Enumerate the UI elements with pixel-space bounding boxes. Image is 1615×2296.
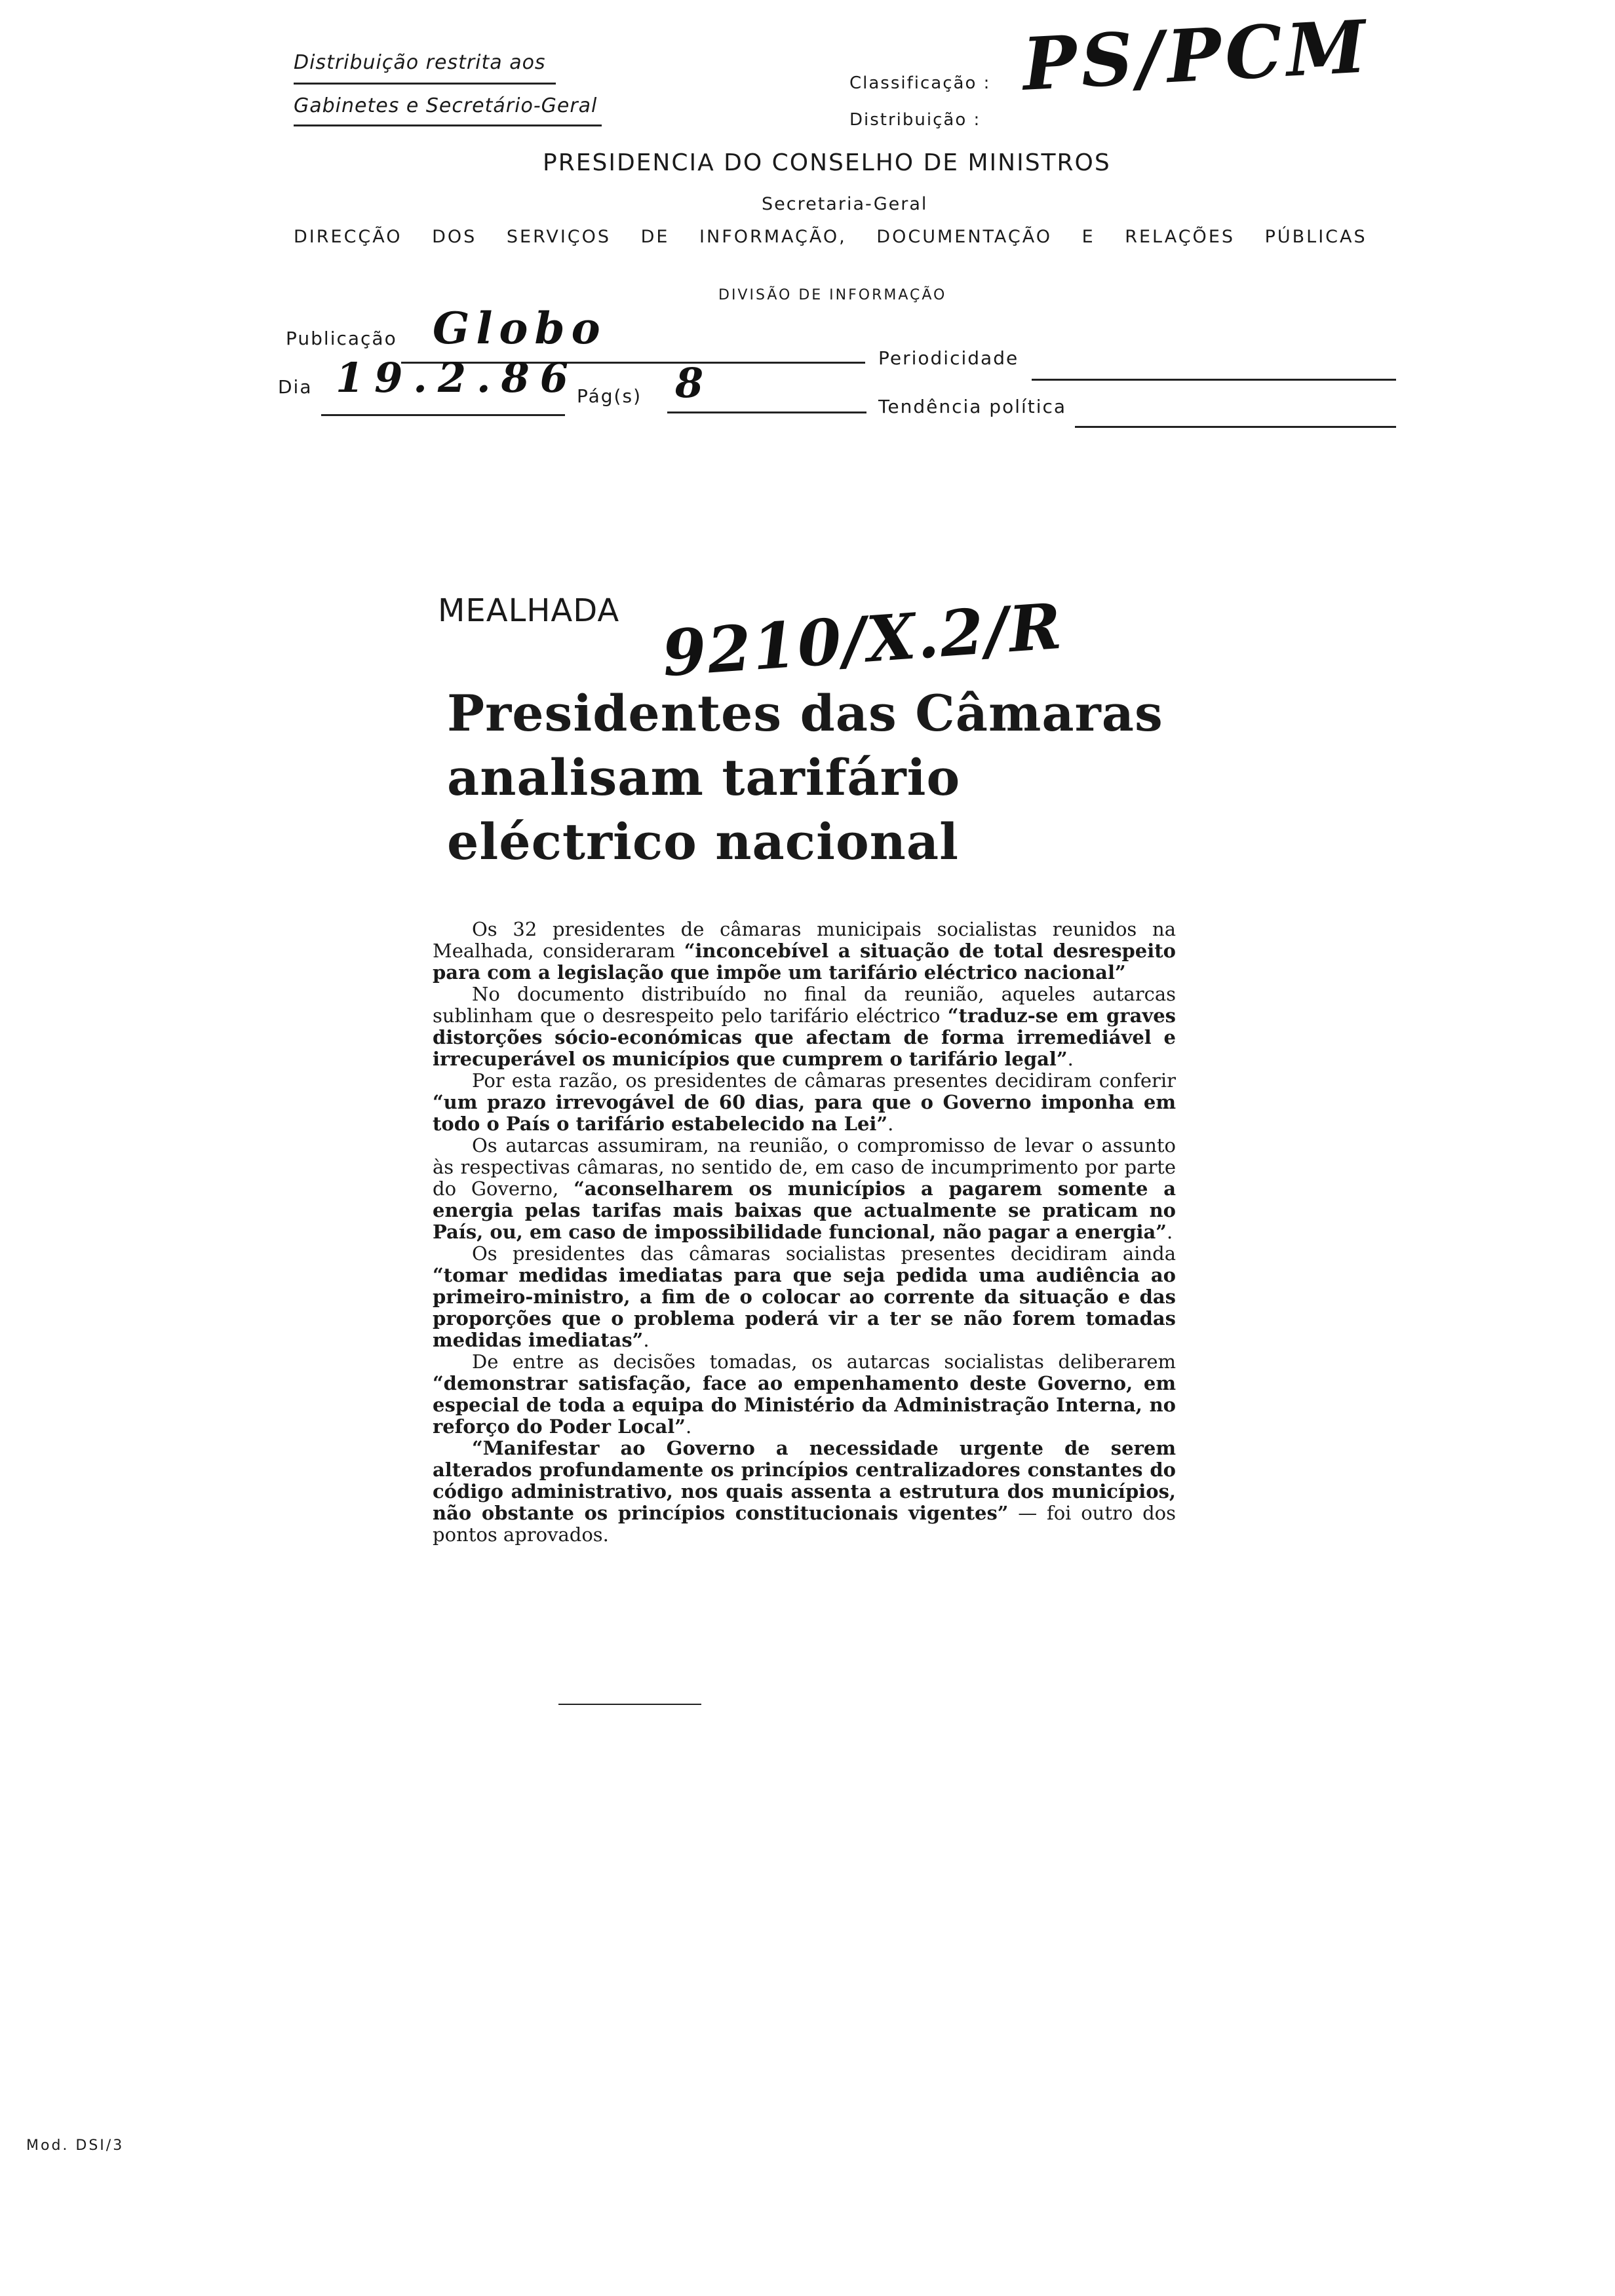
paragraph-text: . — [1067, 1048, 1074, 1070]
paragraph-text: — foi outro dos pontos aprovados. — [433, 1502, 1176, 1546]
end-rule — [558, 1704, 701, 1705]
model-code: Mod. DSI/3 — [26, 2137, 125, 2154]
headline — [447, 681, 1163, 874]
paragraph-text: Os 32 presidentes de câmaras municipais socialistas reunidos na Mealhada, consideraram — [433, 918, 1176, 962]
distribuicao-label: Distribuição : — [849, 110, 981, 130]
pags-value: 8 — [675, 359, 704, 407]
article-paragraph — [433, 1070, 1176, 1135]
periodicidade-label: Periodicidade — [878, 347, 1019, 369]
tendencia-field-line — [1075, 426, 1396, 428]
article-paragraph — [433, 1438, 1176, 1546]
paragraph-quote: “Manifestar ao Governo a necessidade urgente de serem alterados profundamente os princípios centralizadores constantes do código administrativo, nos quais assenta a estrutura dos municípios, não obstante os princípios constitucionais vigentes” — [433, 1437, 1176, 1524]
headline-line-3: eléctrico nacional — [447, 813, 960, 871]
dia-field-line — [321, 414, 565, 416]
distribution-line-1: Distribuição restrita aos — [294, 51, 546, 74]
article-paragraph — [433, 919, 1176, 984]
article-paragraph — [433, 984, 1176, 1070]
paragraph-text: . — [1166, 1221, 1173, 1243]
secretaria-title: Secretaria-Geral — [762, 194, 928, 214]
periodicidade-field-line — [1032, 379, 1396, 381]
publicacao-value: Globo — [433, 303, 607, 354]
paragraph-quote: “aconselharem os municípios a pagarem somente a energia pelas tarifas mais baixas que actualmente se praticam no País, ou, em caso de impossibilidade funcional, não pagar a energia” — [433, 1177, 1176, 1243]
paragraph-quote: “traduz-se em graves distorções sócio-económicas que afectam de forma irremediável e irrecuperável os municípios que cumprem o tarifário legal” — [433, 1004, 1176, 1070]
article-paragraph — [433, 1135, 1176, 1243]
headline-line-2: analisam tarifário — [447, 748, 961, 807]
paragraph-text: . — [643, 1329, 650, 1351]
paragraph-text: No documento distribuído no final da reunião, aqueles autarcas sublinham que o desrespeito pelo tarifário eléctrico — [433, 983, 1176, 1027]
pags-field-line — [667, 411, 866, 413]
article-paragraph — [433, 1243, 1176, 1351]
paragraph-quote: “tomar medidas imediatas para que seja pedida uma audiência ao primeiro-ministro, a fim de o colocar ao corrente da situação e das proporções que o problema poderá vir a ter se não forem tomadas medidas imediatas” — [433, 1264, 1176, 1351]
article-body — [433, 919, 1176, 1546]
publicacao-label: Publicação — [286, 328, 397, 349]
distribution-line-2: Gabinetes e Secretário-Geral — [294, 94, 598, 117]
direction-title: DIRECÇÃO DOS SERVIÇOS DE INFORMAÇÃO, DOCUMENTAÇÃO E RELAÇÕES PÚBLICAS — [294, 227, 1367, 247]
paragraph-text: Por esta razão, os presidentes de câmaras presentes decidiram conferir — [472, 1069, 1176, 1092]
divider — [294, 124, 602, 126]
paragraph-quote: “inconcebível a situação de total desrespeito para com a legislação que impõe um tarifário eléctrico nacional” — [433, 940, 1176, 984]
division-title: DIVISÃO DE INFORMAÇÃO — [718, 287, 947, 303]
dia-label: Dia — [278, 376, 313, 398]
paragraph-quote: “demonstrar satisfação, face ao empenhamento deste Governo, em especial de toda a equipa do Ministério da Administração Interna, no reforço do Poder Local” — [433, 1372, 1176, 1438]
classificacao-label: Classificação : — [849, 73, 991, 93]
article-paragraph — [433, 1351, 1176, 1438]
pags-label: Pág(s) — [577, 385, 642, 407]
dia-value: 19.2.86 — [336, 354, 579, 402]
presidency-title: PRESIDENCIA DO CONSELHO DE MINISTROS — [543, 149, 1111, 176]
paragraph-text: De entre as decisões tomadas, os autarcas socialistas deliberarem — [472, 1350, 1176, 1373]
paragraph-quote: “um prazo irrevogável de 60 dias, para que o Governo imponha em todo o País o tarifário estabelecido na Lei” — [433, 1091, 1176, 1135]
divider — [294, 83, 556, 85]
handwritten-reference: 9210/X.2/R — [659, 588, 1065, 691]
section-label: MEALHADA — [438, 592, 620, 629]
paragraph-text: . — [887, 1113, 894, 1135]
paragraph-text: . — [686, 1415, 692, 1438]
paragraph-text: Os presidentes das câmaras socialistas presentes decidiram ainda — [472, 1242, 1176, 1265]
tendencia-label: Tendência política — [878, 396, 1067, 417]
headline-line-1: Presidentes das Câmaras — [447, 684, 1163, 742]
paragraph-text: Os autarcas assumiram, na reunião, o compromisso de levar o assunto às respectivas câmaras, no sentido de, em caso de incumprimento por parte do Governo, — [433, 1134, 1176, 1200]
classificacao-handwritten: PS/PCM — [1020, 4, 1372, 107]
